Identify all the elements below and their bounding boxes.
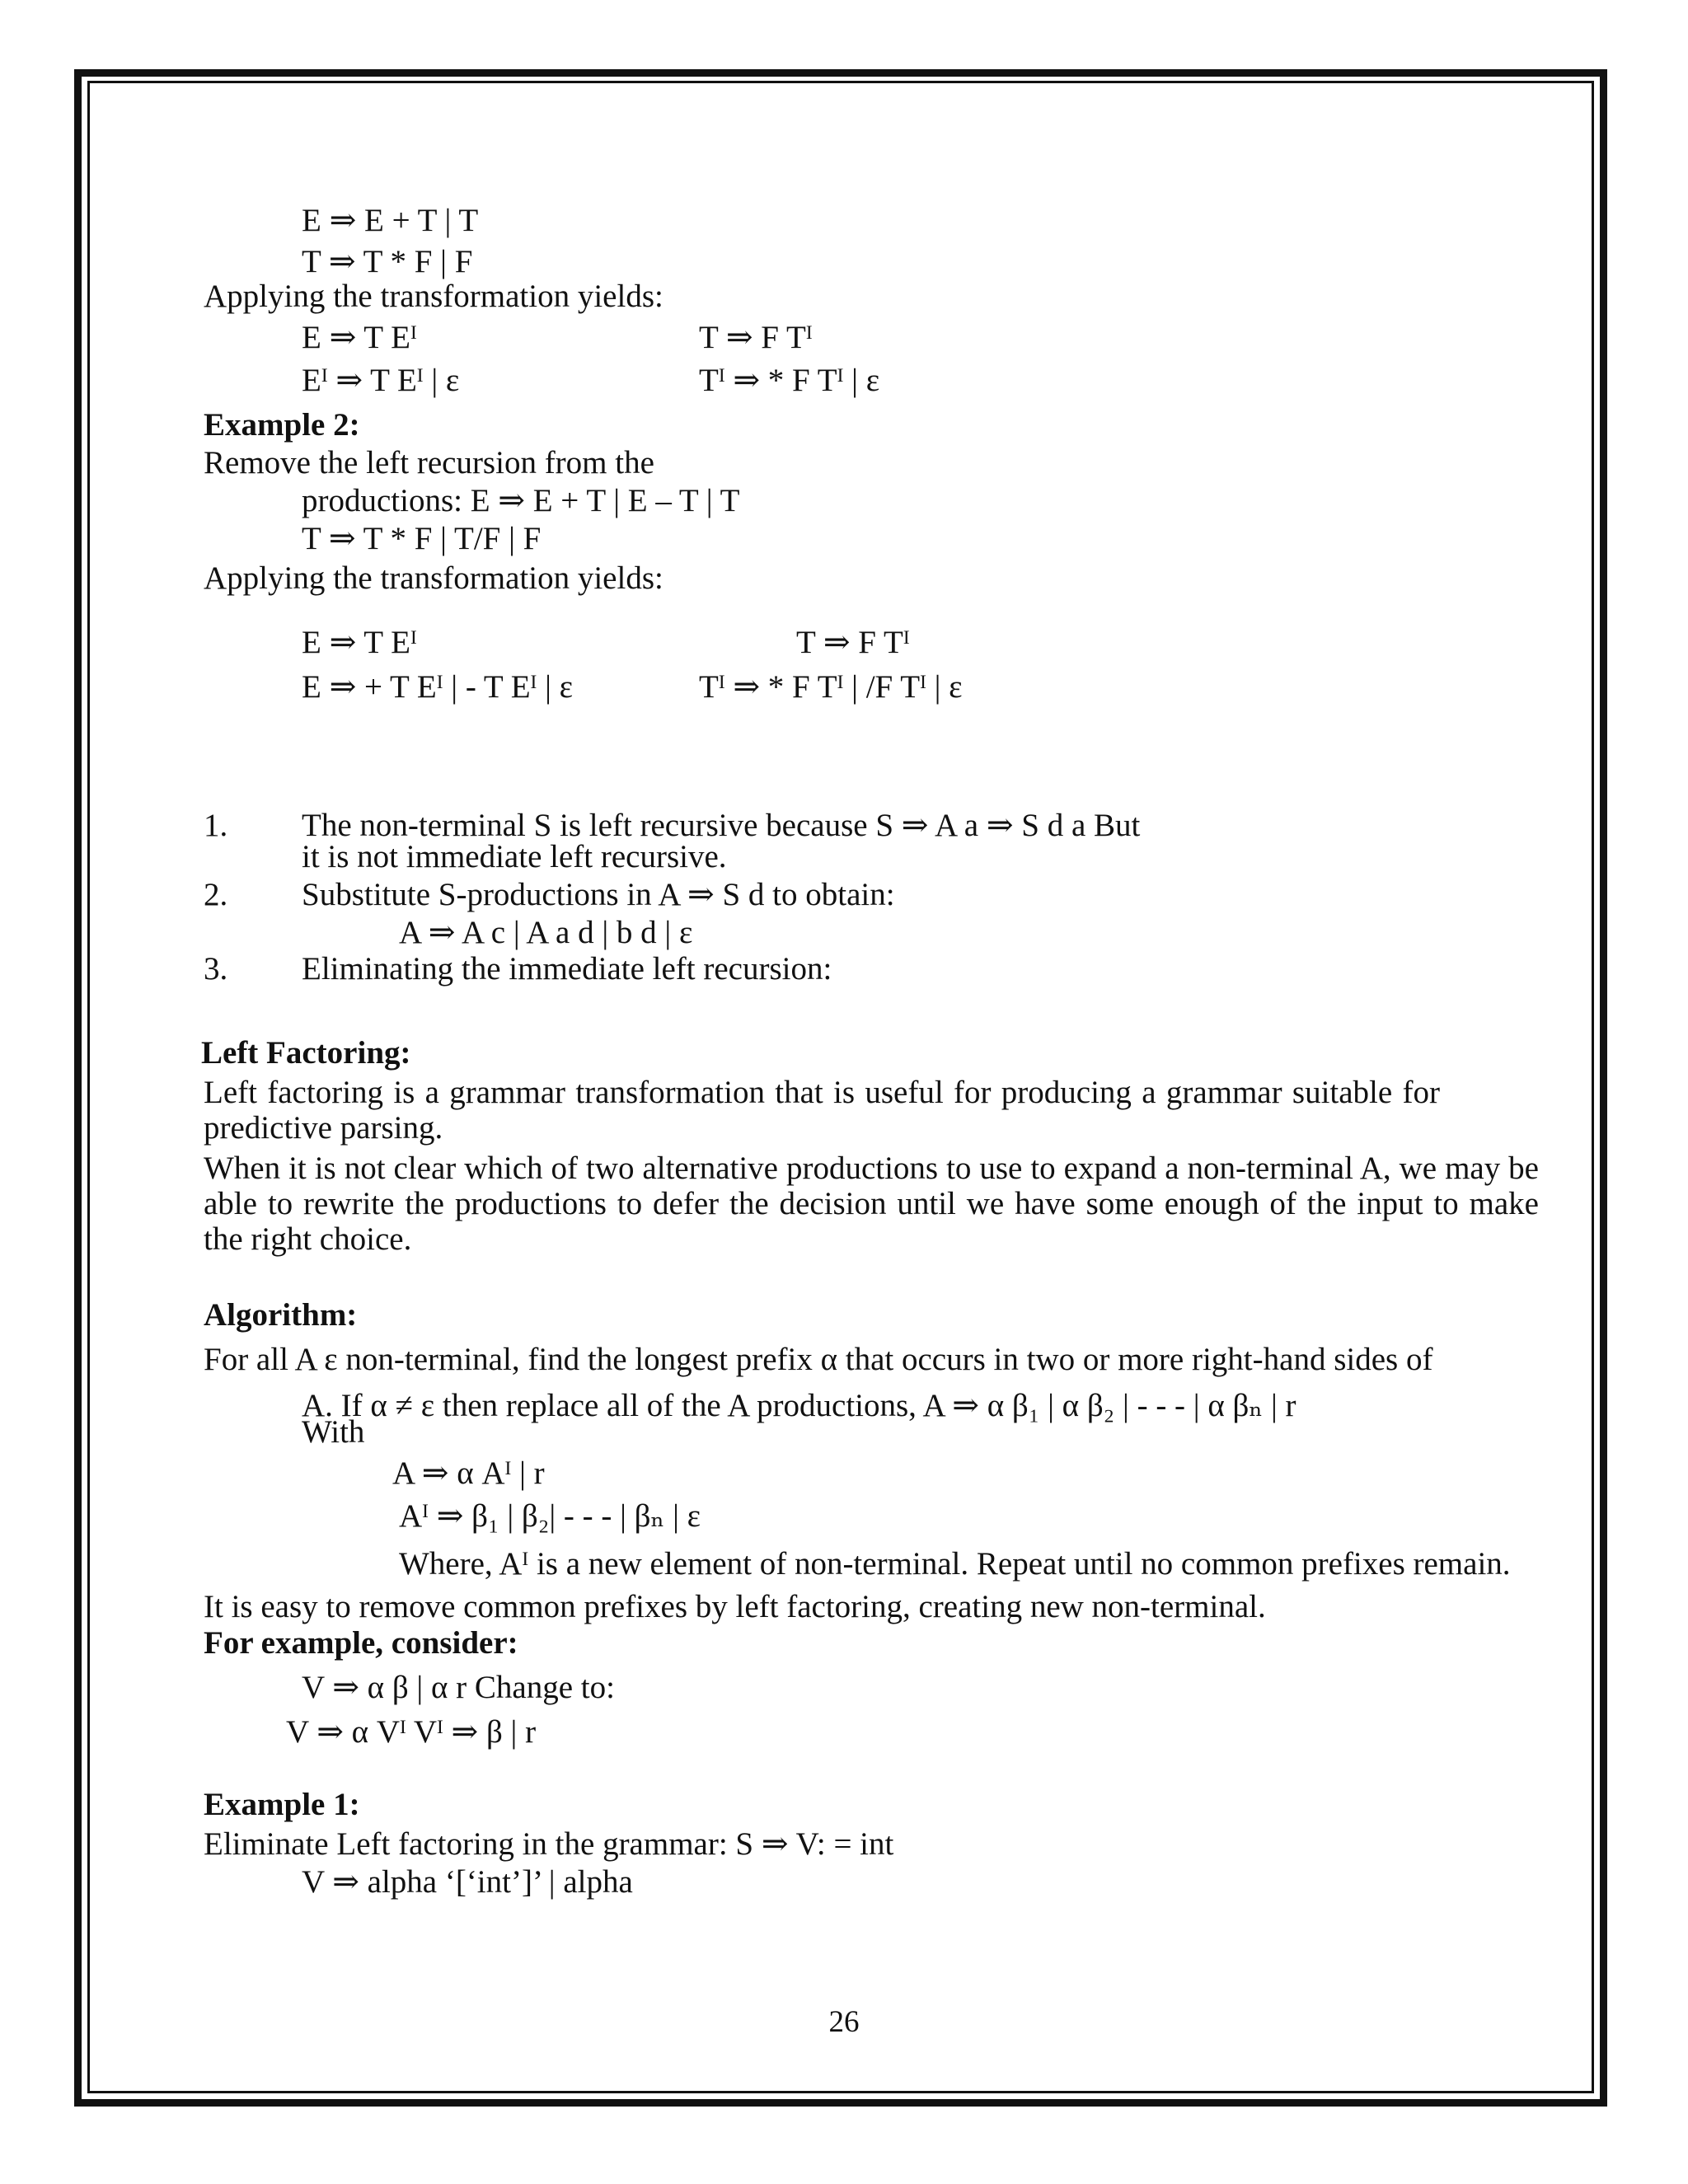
example1-heading: Example 1: [204, 1787, 360, 1822]
list-number-3: 3. [204, 951, 228, 987]
grammar-t: T ⇒ T * F | F [302, 244, 473, 279]
list-item-2-cont: A ⇒ A c | A a d | b d | ε [399, 915, 693, 950]
list-item-1-cont: it is not immediate left recursive. [302, 839, 727, 874]
list-number-1: 1. [204, 808, 228, 843]
list-item-3-text: Eliminating the immediate left recursion: [302, 951, 832, 987]
transform2-right-1: T ⇒ F Tᴵ [796, 625, 910, 660]
consider-line-1: V ⇒ α β | α r Change to: [302, 1670, 615, 1705]
example2-line3: T ⇒ T * F | T/F | F [302, 521, 542, 556]
applying-text-1: Applying the transformation yields: [204, 279, 663, 314]
algorithm-heading: Algorithm: [204, 1297, 358, 1333]
transform1-left-1: E ⇒ T Eᴵ [302, 320, 417, 355]
example1-line-2: V ⇒ alpha ‘[‘int’]’ | alpha [302, 1864, 633, 1900]
algorithm-production-1: A ⇒ α Aᴵ | r [392, 1455, 545, 1491]
algorithm-with: With [302, 1414, 365, 1450]
transform1-right-2: Tᴵ ⇒ * F Tᴵ | ε [699, 363, 880, 398]
transform2-left-2: E ⇒ + T Eᴵ | - T Eᴵ | ε [302, 669, 574, 705]
transform1-right-1: T ⇒ F Tᴵ [699, 320, 813, 355]
example2-heading: Example 2: [204, 407, 360, 443]
left-factoring-paragraph-1: Left factoring is a grammar transformation that is useful for producing a grammar suitable for predictive parsing. [204, 1075, 1440, 1146]
list-number-2: 2. [204, 877, 228, 912]
algorithm-production-2: Aᴵ ⇒ β₁ | β₂| - - - | βₙ | ε [399, 1498, 701, 1534]
example1-line-1: Eliminate Left factoring in the grammar: S ⇒ V: = int [204, 1826, 894, 1862]
algorithm-line-1: For all A ε non-terminal, find the longest prefix α that occurs in two or more right-hand sides of [204, 1342, 1433, 1377]
grammar-e: E ⇒ E + T | T [302, 203, 479, 238]
transform2-left-1: E ⇒ T Eᴵ [302, 625, 417, 660]
transform1-left-2: Eᴵ ⇒ T Eᴵ | ε [302, 363, 460, 398]
for-example-heading: For example, consider: [204, 1625, 518, 1661]
left-factoring-paragraph-2: When it is not clear which of two alternative productions to use to expand a non-terminal A, we may be able to rewrite the productions to defer the decision until we have some enough of the input to make the right choice. [204, 1151, 1539, 1257]
consider-line-2: V ⇒ α Vᴵ Vᴵ ⇒ β | r [286, 1714, 537, 1750]
transform2-right-2: Tᴵ ⇒ * F Tᴵ | /F Tᴵ | ε [699, 669, 963, 705]
list-item-1-text: The non-terminal S is left recursive because S ⇒ A a ⇒ S d a But [302, 808, 1141, 843]
example2-line2: productions: E ⇒ E + T | E – T | T [302, 483, 740, 518]
example2-line1: Remove the left recursion from the [204, 445, 654, 480]
easy-line: It is easy to remove common prefixes by left factoring, creating new non-terminal. [204, 1589, 1266, 1624]
applying-text-2: Applying the transformation yields: [204, 560, 663, 596]
algorithm-where: Where, Aᴵ is a new element of non-terminal. Repeat until no common prefixes remain. [399, 1546, 1511, 1582]
list-item-2-text: Substitute S-productions in A ⇒ S d to obtain: [302, 877, 895, 912]
left-factoring-heading: Left Factoring: [201, 1035, 411, 1071]
page-number: 26 [828, 2005, 860, 2039]
algorithm-line-2: A. If α ≠ ε then replace all of the A productions, A ⇒ α β₁ | α β₂ | - - - | α βₙ | r [302, 1388, 1296, 1423]
